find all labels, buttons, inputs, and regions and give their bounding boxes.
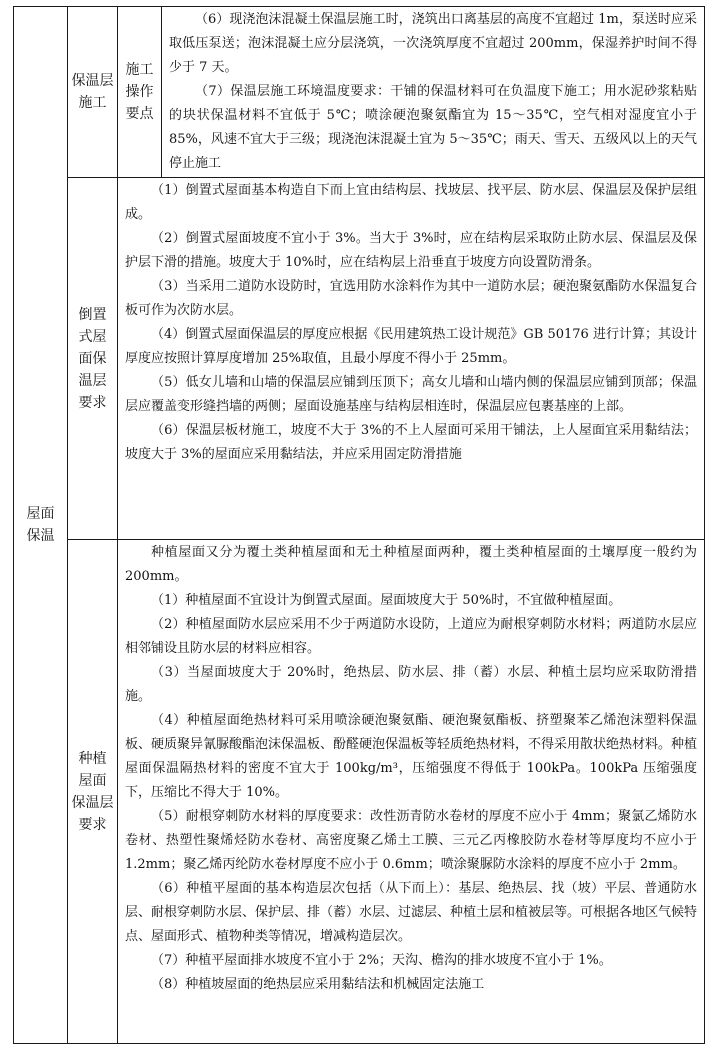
subcategory-label: 倒置	[78, 306, 107, 323]
paragraph: （6）种植平屋面的基本构造层次包括（从下而上）：基层、绝热层、找（坡）平层、普通防水层、耐根穿刺防水层、保护层、排（蓄）水层、过滤层、种植土层和植被层等。可根据各地区气候特点、屋面形式、植物种类等情况，增减构造层次。	[125, 881, 698, 944]
paragraph: （3）当屋面坡度大于 20%时，绝热层、防水层、排（蓄）水层、种植土层均应采取防滑措施。	[125, 665, 697, 704]
table-row	[14, 540, 705, 1044]
subcategory-label: 要求	[78, 816, 107, 833]
subcategory-label: 屋面	[78, 772, 107, 789]
content-cell	[118, 540, 705, 1044]
subcategory-label: 式屋	[78, 328, 107, 345]
category-label: 保温	[26, 528, 55, 544]
paragraph: （2）倒置式屋面坡度不宜小于 3%。当大于 3%时，应在结构层采取防止防水层、保温层及保护层下滑的措施。坡度大于 10%时，应在结构层上沿垂直于坡度方向设置防滑条。	[125, 231, 697, 270]
paragraph: （5）低女儿墙和山墙的保温层应铺到压顶下；高女儿墙和山墙内侧的保温层应铺到顶部；保温层应覆盖变形缝挡墙的两侧；屋面设施基座与结构层相连时，保温层应包裹基座的上部。	[125, 375, 697, 414]
subcategory-label: 面保	[78, 350, 107, 367]
paragraph: （5）耐根穿刺防水材料的厚度要求：改性沥青防水卷材的厚度不应小于 4mm；聚氯乙烯防水卷材、热塑性聚烯烃防水卷材、高密度聚乙烯土工膜、三元乙丙橡胶防水卷材等厚度均不应小于 1.2mm；聚乙烯丙纶防水卷材厚度不应小于 0.6mm；喷涂聚脲防水涂料的厚度不应小于 2mm。	[125, 809, 697, 872]
category-label: 屋面	[26, 506, 55, 522]
paragraph: （7）种植平屋面排水坡度不宜小于 2%；天沟、檐沟的排水坡度不宜小于 1%。	[151, 953, 612, 968]
paragraph: （3）当采用二道防水设防时，宜选用防水涂料作为其中一道防水层；硬泡聚氨酯防水保温复合板可作为次防水层。	[125, 279, 697, 318]
subcategory-label: 保温层	[71, 794, 114, 811]
topic-label: 要点	[125, 106, 154, 122]
roof-insulation-table	[13, 6, 705, 1044]
topic-cell	[118, 7, 162, 178]
paragraph: （2）种植屋面防水层应采用不少于两道防水设防，上道应为耐根穿刺防水材料；两道防水层应相邻铺设且防水层的材料应相容。	[125, 617, 697, 656]
subcategory-cell	[68, 178, 118, 540]
subcategory-cell	[68, 7, 118, 178]
paragraph: （8）种植坡屋面的绝热层应采用黏结法和机械固定法施工	[151, 977, 485, 992]
paragraph: （4）种植屋面绝热材料可采用喷涂硬泡聚氨酯、硬泡聚氨酯板、挤塑聚苯乙烯泡沫塑料保温板、硬质聚异氰脲酸酯泡沫保温板、酚醛硬泡保温板等轻质绝热材料，不得采用散状绝热材料。种植屋面保温隔热材料的密度不宜大于 100kg/m³，压缩强度不得低于 100kPa。100kPa 压缩强度下，压缩比不得大于 10%。	[125, 713, 698, 800]
paragraph: （4）倒置式屋面保温层的厚度应根据《民用建筑热工设计规范》GB 50176 进行计算；其设计厚度应按照计算厚度增加 25%取值，且最小厚度不得小于 25mm。	[125, 327, 697, 366]
paragraph: （6）保温层板材施工，坡度不大于 3%的不上人屋面可采用干铺法，上人屋面宜采用黏结法；坡度大于 3%的屋面应采用黏结法，并应采用固定防滑措施	[125, 423, 697, 462]
category-cell	[14, 7, 68, 1044]
paragraph: 种植屋面又分为覆土类种植屋面和无土种植屋面两种，覆土类种植屋面的土壤厚度一般约为 200mm。	[125, 545, 697, 584]
subcategory-label: 施工	[78, 95, 107, 111]
table-row	[14, 178, 705, 540]
topic-label: 操作	[125, 84, 154, 100]
subcategory-cell	[68, 540, 118, 1044]
paragraph: （6）现浇泡沫混凝土保温层施工时，浇筑出口离基层的高度不宜超过 1m，泵送时应采取低压泵送；泡沫混凝土应分层浇筑，一次浇筑厚度不宜超过 200mm，保湿养护时间不得少于 7 天。	[169, 12, 697, 75]
paragraph: （1）倒置式屋面基本构造自下而上宜由结构层、找坡层、找平层、防水层、保温层及保护层组成。	[125, 183, 697, 222]
table-row	[14, 7, 705, 178]
subcategory-label: 保温层	[71, 73, 114, 89]
paragraph: （1）种植屋面不宜设计为倒置式屋面。屋面坡度大于 50%时，不宜做种植屋面。	[151, 593, 622, 608]
content-cell	[118, 178, 705, 540]
subcategory-label: 要求	[78, 394, 107, 411]
subcategory-label: 种植	[78, 750, 107, 767]
paragraph: （7）保温层施工环境温度要求：干铺的保温材料可在负温度下施工；用水泥砂浆粘贴的块状保温材料不宜低于 5℃；喷涂硬泡聚氨酯宜为 15～35℃，空气相对湿度宜小于 85%，风速不宜大于三级；现浇泡沫混凝土宜为 5～35℃；雨天、雪天、五级风以上的天气停止施工	[169, 84, 697, 171]
topic-label: 施工	[125, 62, 154, 78]
content-cell	[162, 7, 705, 178]
subcategory-label: 温层	[78, 372, 107, 389]
